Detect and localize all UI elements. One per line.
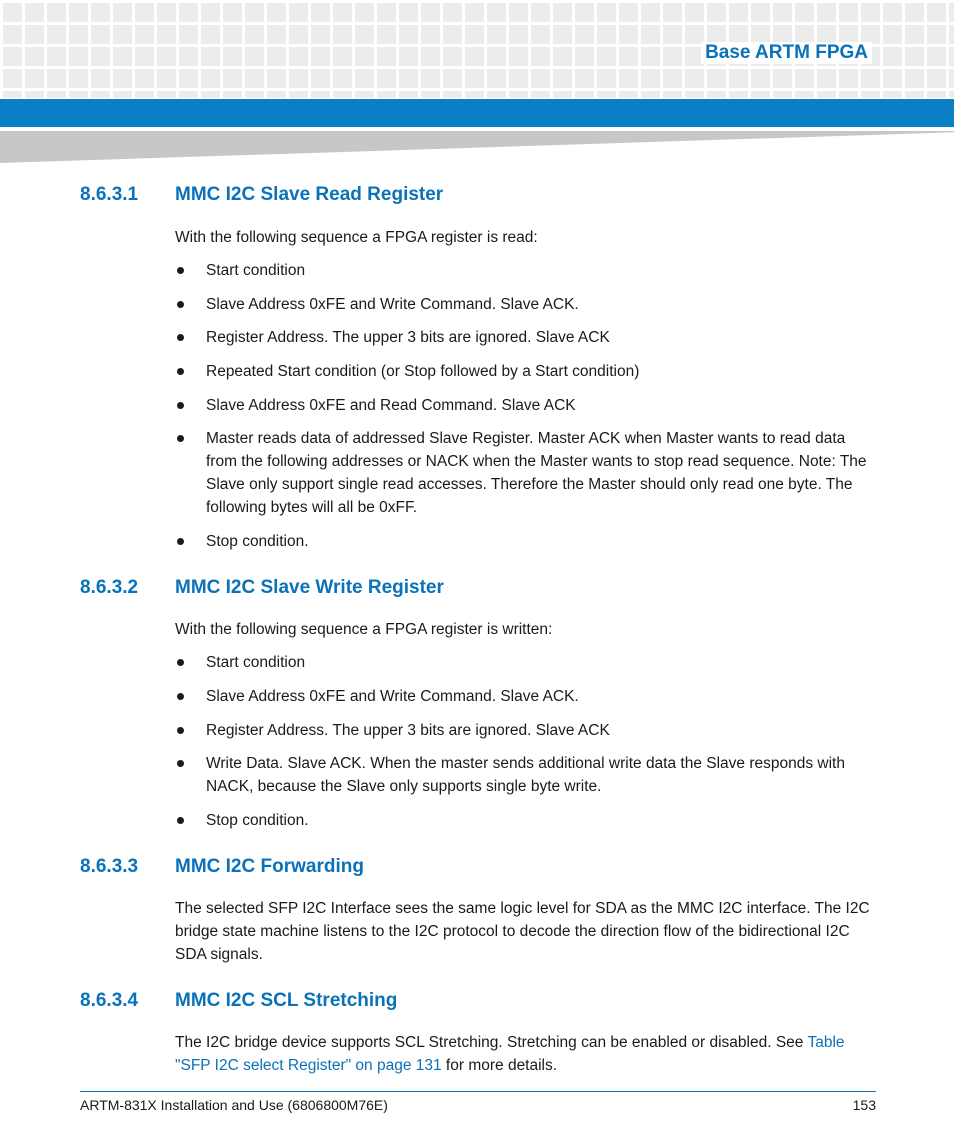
list-item-text: Slave Address 0xFE and Write Command. Slave ACK. [206, 296, 579, 313]
bullet-icon [177, 334, 184, 341]
bullet-icon [177, 368, 184, 375]
footer-page-number: 153 [852, 1097, 876, 1113]
list-item [175, 427, 875, 519]
list-item-text: Stop condition. [206, 812, 309, 829]
section-title: MMC I2C Forwarding [175, 856, 364, 877]
list-item-text: Slave Address 0xFE and Write Command. Slave ACK. [206, 688, 579, 705]
cross-reference-link[interactable]: Table "SFP I2C select Register" on page 131 [175, 1034, 845, 1074]
body-text: The I2C bridge device supports SCL Stretching. Stretching can be enabled or disabled. See [175, 1034, 808, 1051]
section-number: 8.6.3.3 [80, 856, 139, 877]
list-item-text: Master reads data of addressed Slave Register. Master ACK when Master wants to read data from the following addresses or NACK when the Master wants to stop read sequence. Note: The Slave only support single read accesses. Therefore the Master should only read one byte. The following bytes will all be 0xFF. [206, 430, 867, 516]
list-item-text: Start condition [206, 262, 306, 279]
bullet-icon [177, 727, 184, 734]
list-item-text: Stop condition. [206, 533, 309, 550]
list-item-text: Register Address. The upper 3 bits are ignored. Slave ACK [206, 722, 610, 739]
bullet-icon [177, 301, 184, 308]
section-number: 8.6.3.4 [80, 990, 139, 1011]
header-grey-wedge [0, 131, 954, 163]
list-item-text: Repeated Start condition (or Stop followed by a Start condition) [206, 363, 640, 380]
section-heading-slave-write [80, 577, 444, 599]
list-item [175, 326, 875, 349]
body-text: for more details. [441, 1057, 558, 1074]
list-item [175, 685, 875, 708]
chapter-header-title: Base ARTM FPGA [701, 42, 872, 64]
bullet-icon [177, 817, 184, 824]
section-number: 8.6.3.1 [80, 184, 139, 205]
list-item-text: Start condition [206, 654, 306, 671]
footer-rule [80, 1091, 876, 1092]
header-blue-bar [0, 99, 954, 127]
bullet-icon [177, 659, 184, 666]
bullet-icon [177, 538, 184, 545]
list-item [175, 719, 875, 742]
bullet-icon [177, 760, 184, 767]
list-item-text: Write Data. Slave ACK. When the master sends additional write data the Slave responds with NACK, because the Slave only supports single byte write. [206, 755, 845, 795]
section-body: The selected SFP I2C Interface sees the same logic level for SDA as the MMC I2C interface. The I2C bridge state machine listens to the I2C protocol to decode the direction flow of the bidirectional I2C SDA signals. [175, 900, 870, 963]
section-title: MMC I2C Slave Read Register [175, 184, 444, 205]
section-heading-scl-stretching [80, 990, 397, 1012]
list-item [175, 651, 875, 674]
list-item [175, 530, 875, 553]
list-item [175, 752, 875, 798]
footer-document-title: ARTM-831X Installation and Use (6806800M76E) [80, 1097, 388, 1113]
bullet-icon [177, 267, 184, 274]
bullet-icon [177, 693, 184, 700]
section-intro: With the following sequence a FPGA register is written: [175, 621, 553, 638]
list-item [175, 809, 875, 832]
section-title: MMC I2C SCL Stretching [175, 990, 398, 1011]
section-heading-slave-read [80, 184, 443, 206]
section-body [175, 1031, 875, 1077]
list-item-text: Slave Address 0xFE and Read Command. Slave ACK [206, 397, 576, 414]
list-item [175, 394, 875, 417]
section-heading-forwarding [80, 856, 364, 878]
list-item [175, 360, 875, 383]
list-item [175, 259, 875, 282]
bullet-icon [177, 435, 184, 442]
section-title: MMC I2C Slave Write Register [175, 577, 444, 598]
list-item [175, 293, 875, 316]
section-intro: With the following sequence a FPGA register is read: [175, 229, 538, 246]
bullet-icon [177, 402, 184, 409]
section-number: 8.6.3.2 [80, 577, 139, 598]
list-item-text: Register Address. The upper 3 bits are ignored. Slave ACK [206, 329, 610, 346]
